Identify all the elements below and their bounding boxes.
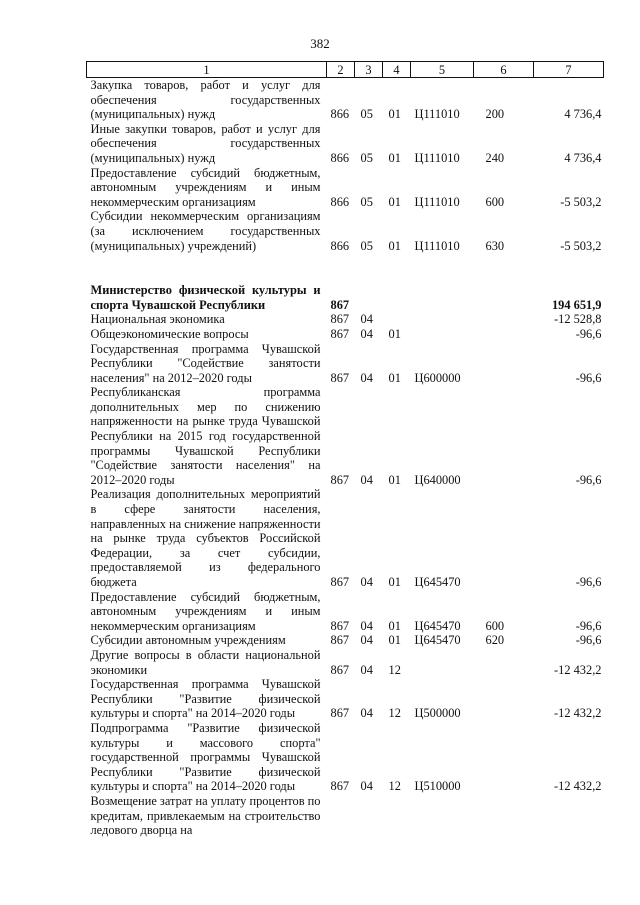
subsection-cell	[383, 283, 411, 312]
expense-type-cell: 620	[485, 633, 505, 648]
table-row	[87, 590, 604, 634]
column-header-6: 6	[474, 62, 534, 78]
admin-code-cell	[327, 794, 355, 838]
target-article-cell: Ц111010	[414, 150, 460, 165]
subsection-cell: 01	[388, 107, 401, 122]
target-article-cell	[411, 648, 474, 677]
subsection-cell: 01	[388, 150, 401, 165]
table-row	[87, 648, 604, 677]
spacer-row	[87, 253, 604, 283]
admin-code-cell: 867	[330, 618, 350, 633]
amount-cell: -96,6	[575, 326, 602, 341]
subsection-cell: 01	[388, 194, 401, 209]
expense-type-cell	[474, 721, 534, 794]
column-header-1: 1	[87, 62, 327, 78]
row-name-cell: Предоставление субсидий бюджетным, автономным учреждениям и иным некоммерческим организациям	[90, 589, 321, 633]
section-cell: 04	[360, 618, 373, 633]
amount-cell: -12 432,2	[554, 662, 602, 677]
target-article-cell: Ц111010	[414, 238, 460, 253]
admin-code-cell: 867	[330, 575, 350, 589]
row-name-cell: Подпрограмма "Развитие физической культуры и массового спорта" государственной программы Чувашской Республики "Развитие физической культуры и спорта" на 2014–2020 годы	[90, 720, 321, 794]
expense-type-cell: 200	[485, 107, 505, 122]
column-header-4: 4	[383, 62, 411, 78]
admin-code-cell: 866	[330, 107, 350, 122]
table-row	[87, 677, 604, 721]
row-name-cell: Возмещение затрат на уплату процентов по кредитам, привлекаемым на строительство ледового дворца на	[90, 793, 321, 838]
section-cell: 04	[360, 633, 373, 648]
expense-type-cell: 240	[485, 150, 505, 165]
section-cell: 04	[360, 326, 373, 341]
expense-type-cell: 600	[485, 194, 505, 209]
expense-type-cell	[474, 283, 534, 312]
section-cell: 04	[360, 662, 373, 677]
amount-cell: -96,6	[575, 633, 602, 648]
expense-type-cell	[474, 487, 534, 589]
admin-code-cell: 867	[330, 706, 350, 721]
column-header-7: 7	[534, 62, 604, 78]
row-name-cell: Субсидии некоммерческим организациям (за исключением государственных (муниципальных) учреждений)	[90, 209, 321, 253]
row-name-cell: Закупка товаров, работ и услуг для обеспечения государственных (муниципальных) нужд	[90, 78, 321, 122]
target-article-cell: Ц111010	[414, 107, 460, 122]
table-row	[87, 342, 604, 386]
table-row	[87, 122, 604, 166]
budget-table-body	[87, 78, 604, 838]
admin-code-cell: 866	[330, 194, 350, 209]
amount-cell: -5 503,2	[560, 238, 602, 253]
expense-type-cell	[474, 794, 534, 838]
target-article-cell	[411, 312, 474, 327]
admin-code-cell: 867	[330, 370, 350, 385]
section-cell: 04	[360, 575, 373, 589]
amount-cell: 4 736,4	[564, 150, 602, 165]
target-article-cell: Ц111010	[414, 194, 460, 209]
amount-cell: -12 528,8	[554, 312, 602, 327]
row-name-cell: Министерство физической культуры и спорта Чувашской Республики	[90, 283, 321, 312]
section-cell	[355, 283, 383, 312]
amount-cell: -12 432,2	[554, 706, 602, 721]
amount-cell: -96,6	[575, 370, 602, 385]
subsection-cell: 01	[388, 238, 401, 253]
section-cell: 04	[360, 370, 373, 385]
admin-code-cell: 867	[330, 297, 350, 312]
target-article-cell: Ц645470	[414, 618, 461, 633]
admin-code-cell: 867	[330, 662, 350, 677]
expense-type-cell	[474, 677, 534, 721]
target-article-cell: Ц510000	[414, 779, 461, 794]
column-number-header	[87, 62, 604, 78]
table-row	[87, 327, 604, 342]
table-row	[87, 209, 604, 253]
target-article-cell: Ц645470	[414, 575, 461, 589]
admin-code-cell: 867	[330, 326, 350, 341]
target-article-cell	[411, 283, 474, 312]
table-row	[87, 385, 604, 487]
section-cell: 05	[360, 194, 373, 209]
table-row	[87, 78, 604, 122]
table-row	[87, 312, 604, 327]
expense-type-cell	[474, 327, 534, 342]
expense-type-cell: 600	[485, 618, 505, 633]
target-article-cell	[411, 327, 474, 342]
subsection-cell	[383, 312, 411, 327]
target-article-cell: Ц500000	[414, 706, 461, 721]
subsection-cell: 01	[388, 326, 401, 341]
row-name-cell: Субсидии автономным учреждениям	[90, 633, 286, 648]
subsection-cell: 01	[388, 472, 401, 487]
subsection-cell: 01	[388, 370, 401, 385]
amount-cell: 194 651,9	[551, 297, 602, 312]
spacer-cell	[87, 253, 604, 283]
amount-cell: -96,6	[575, 618, 602, 633]
amount-cell: -12 432,2	[554, 779, 602, 794]
table-row	[87, 721, 604, 794]
subsection-cell: 12	[388, 779, 401, 794]
expense-type-cell	[474, 648, 534, 677]
amount-cell: -96,6	[575, 575, 602, 589]
row-name-cell: Предоставление субсидий бюджетным, автономным учреждениям и иным некоммерческим организациям	[90, 165, 321, 209]
target-article-cell	[411, 794, 474, 838]
admin-code-cell: 867	[330, 312, 350, 327]
row-name-cell: Национальная экономика	[90, 312, 225, 327]
target-article-cell: Ц640000	[414, 472, 461, 487]
row-name-cell: Реализация дополнительных мероприятий в сфере занятости населения, направленных на снижение напряженности на рынке труда субъектов Российской Федерации, за счет субсидии, предоставляемой из федерального бюджета	[90, 487, 321, 589]
subsection-cell: 01	[388, 618, 401, 633]
section-cell: 04	[360, 706, 373, 721]
section-cell: 05	[360, 107, 373, 122]
section-cell	[355, 794, 383, 838]
subsection-cell: 01	[388, 633, 401, 648]
admin-code-cell: 867	[330, 472, 350, 487]
expense-type-cell	[474, 342, 534, 386]
table-row	[87, 794, 604, 838]
admin-code-cell: 867	[330, 633, 350, 648]
amount-cell: 4 736,4	[564, 107, 602, 122]
amount-cell	[534, 794, 604, 838]
row-name-cell: Государственная программа Чувашской Республики "Развитие физической культуры и спорта" на 2014–2020 годы	[90, 677, 321, 721]
page-number: 382	[310, 36, 330, 51]
row-name-cell: Государственная программа Чувашской Республики "Содействие занятости населения" на 2012–2020 годы	[90, 341, 321, 385]
admin-code-cell: 866	[330, 150, 350, 165]
section-cell: 04	[360, 779, 373, 794]
target-article-cell: Ц645470	[414, 633, 461, 648]
subsection-cell: 01	[388, 575, 401, 589]
expense-type-cell: 630	[485, 238, 505, 253]
table-row	[87, 166, 604, 210]
section-cell: 05	[360, 150, 373, 165]
row-name-cell: Общеэкономические вопросы	[90, 326, 249, 341]
amount-cell: -5 503,2	[560, 194, 602, 209]
column-header-2: 2	[327, 62, 355, 78]
budget-table	[86, 61, 604, 838]
target-article-cell: Ц600000	[414, 370, 461, 385]
table-row	[87, 487, 604, 589]
row-name-cell: Республиканская программа дополнительных мер по снижению напряженности на рынке труда Чувашской Республики на 2015 год государственной программы Чувашской Республики "Содействие занятости населения" на 2012–2020 годы	[90, 385, 321, 487]
table-row	[87, 283, 604, 312]
admin-code-cell: 866	[330, 238, 350, 253]
table-row	[87, 633, 604, 648]
section-cell: 04	[360, 312, 373, 327]
column-header-5: 5	[411, 62, 474, 78]
column-header-3: 3	[355, 62, 383, 78]
expense-type-cell	[474, 385, 534, 487]
subsection-cell	[383, 794, 411, 838]
expense-type-cell	[474, 312, 534, 327]
section-cell: 04	[360, 472, 373, 487]
section-cell: 05	[360, 238, 373, 253]
amount-cell: -96,6	[575, 472, 602, 487]
subsection-cell: 12	[388, 706, 401, 721]
row-name-cell: Другие вопросы в области национальной экономики	[90, 647, 321, 677]
row-name-cell: Иные закупки товаров, работ и услуг для обеспечения государственных (муниципальных) нужд	[90, 121, 321, 165]
subsection-cell: 12	[388, 662, 401, 677]
admin-code-cell: 867	[330, 779, 350, 794]
